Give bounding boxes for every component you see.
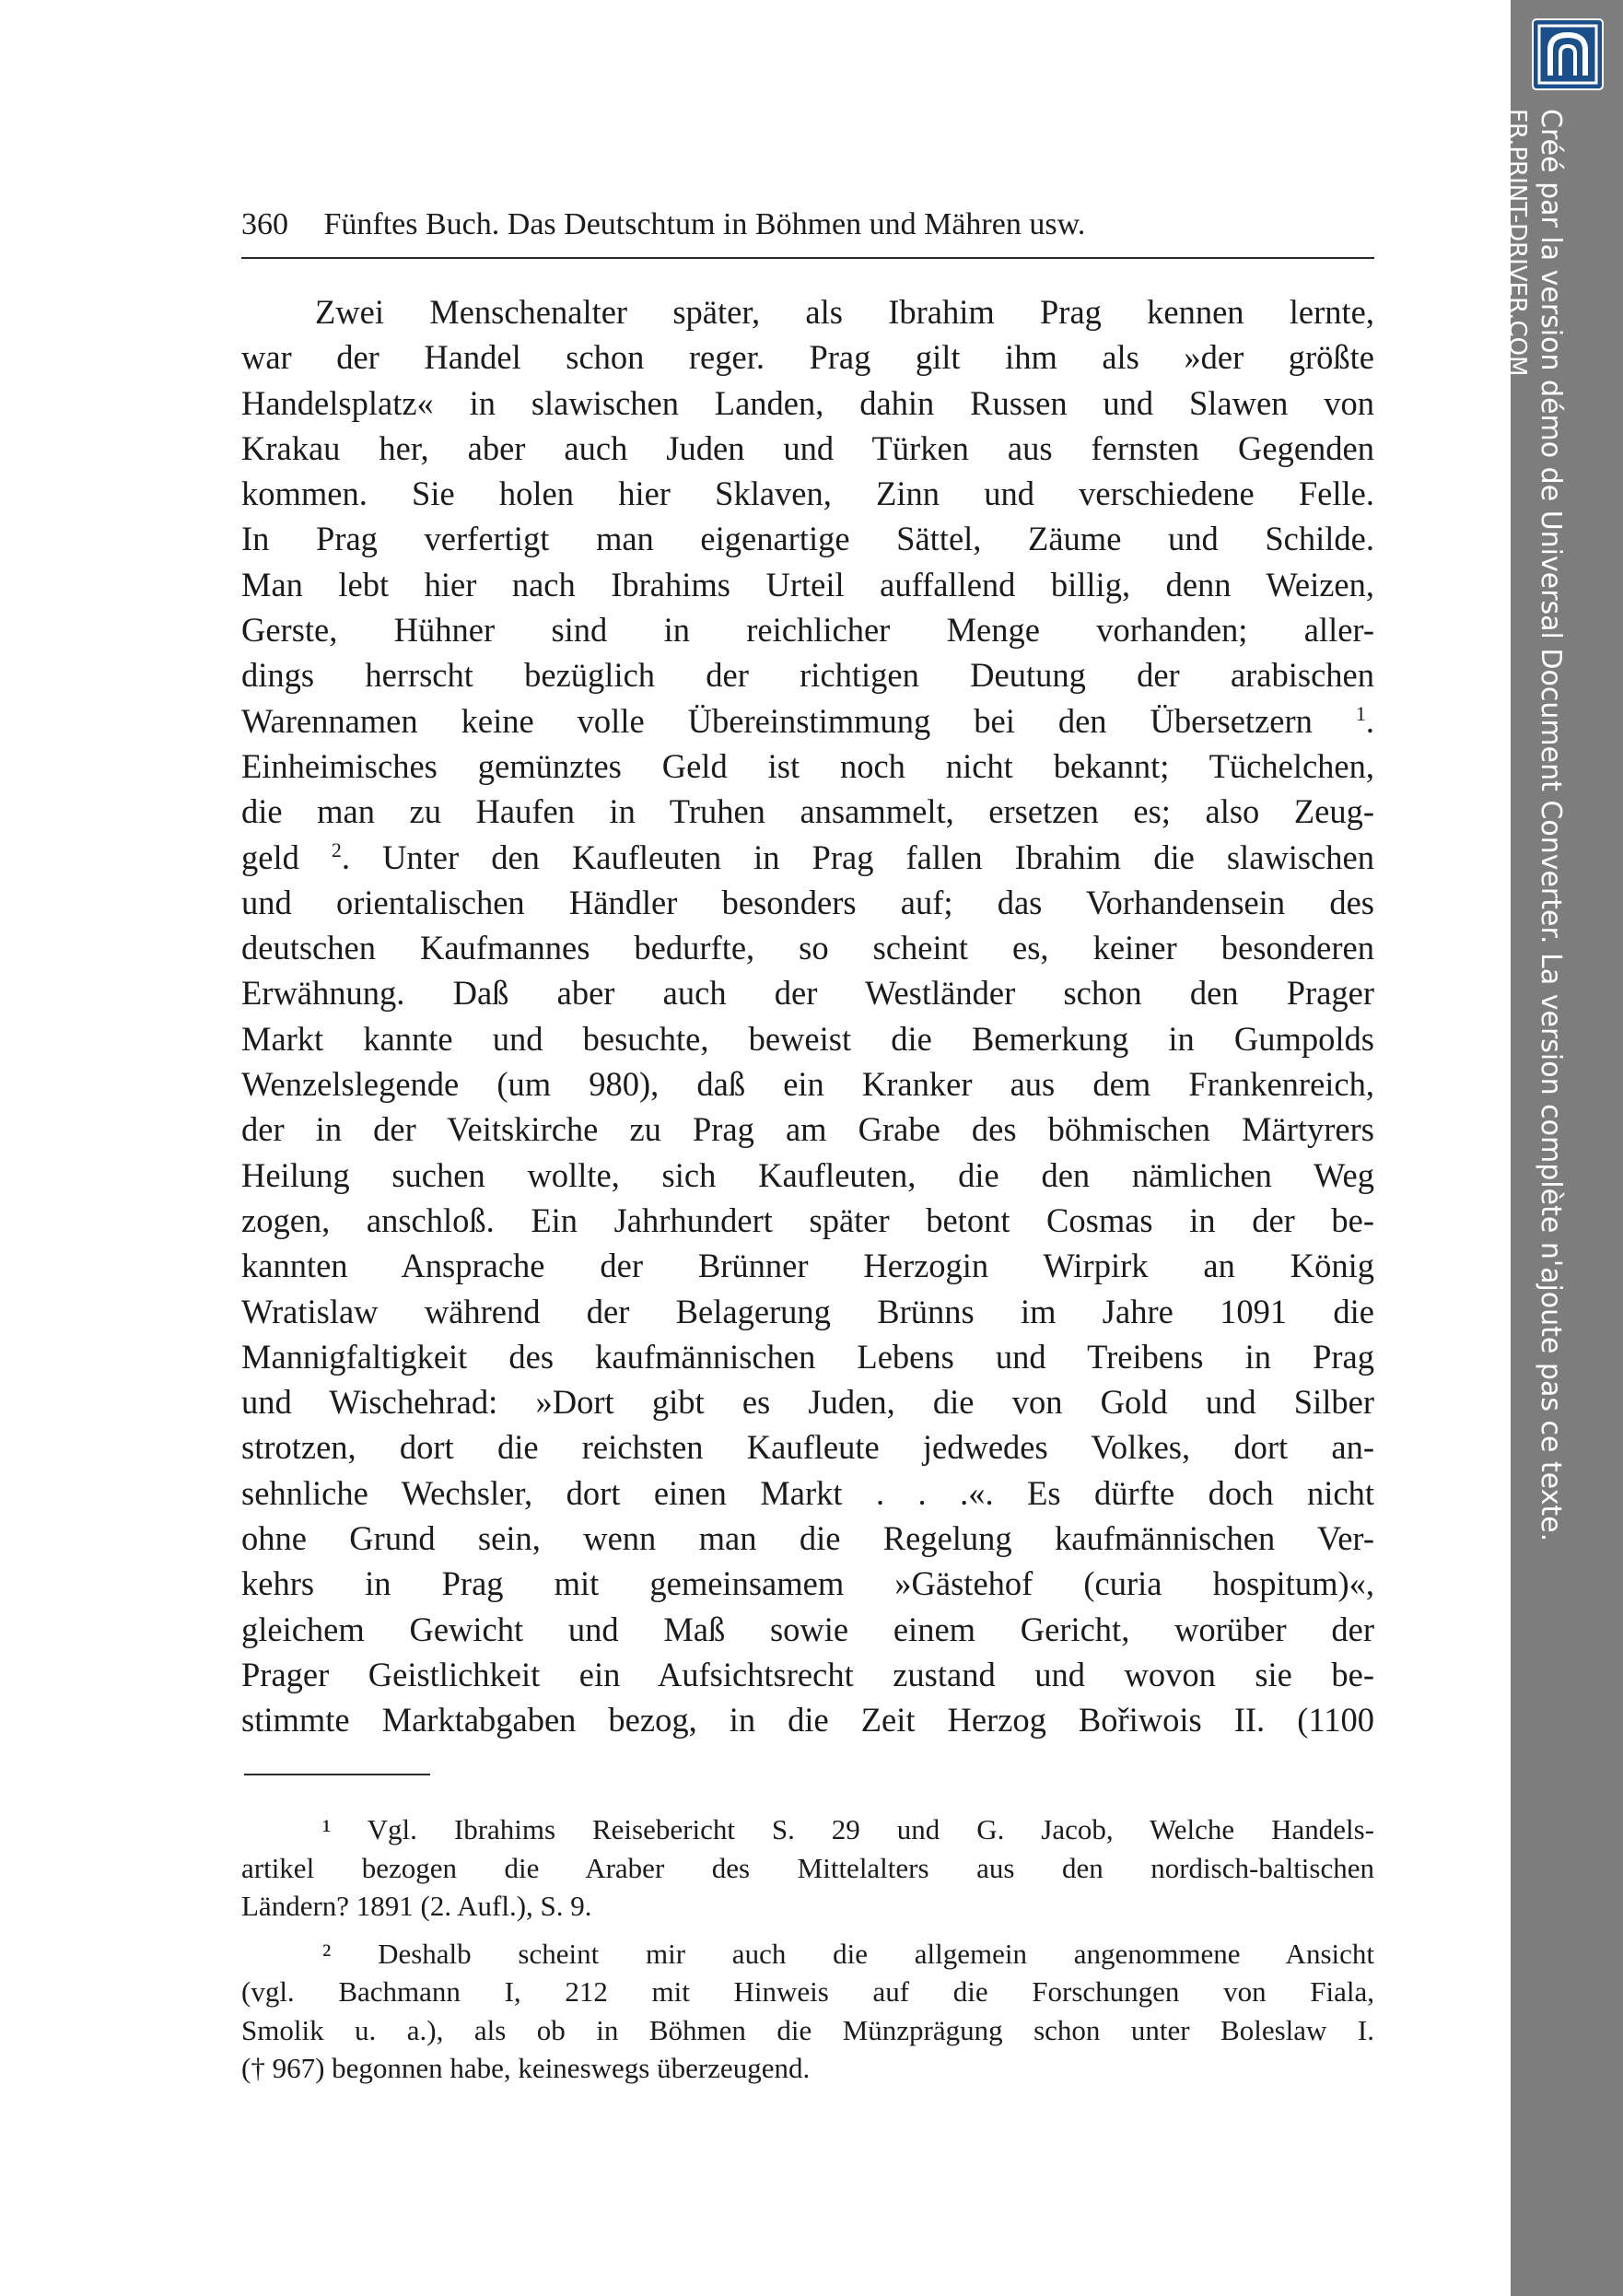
- body-line: der in der Veitskirche zu Prag am Grabe des böhmischen Märtyrers: [241, 1110, 1374, 1149]
- body-line: deutschen Kaufmannes bedurfte, so scheint es, keiner besonderen: [241, 929, 1374, 967]
- header-rule: [241, 257, 1374, 259]
- body-line: Handelsplatz« in slawischen Landen, dahin Russen und Slawen von: [241, 383, 1374, 422]
- watermark-rotated: [1502, 109, 1567, 1541]
- body-line-tail: . Unter den Kaufleuten in Prag fallen Ibrahim die slawischen: [341, 838, 1375, 876]
- body-line: war der Handel schon reger. Prag gilt ihm als »der größte: [241, 338, 1374, 377]
- footnote-line: Ländern? 1891 (2. Aufl.), S. 9.: [241, 1890, 592, 1922]
- body-line-with-footnote-1: [241, 698, 1374, 744]
- body-line: kannten Ansprache der Brünner Herzogin Wirpirk an König: [241, 1247, 1374, 1285]
- body-text: [241, 289, 1374, 1743]
- body-line-with-footnote-2: [241, 835, 1374, 880]
- body-line-text: geld: [241, 838, 299, 876]
- body-line: Markt kannte und besuchte, beweist die Bemerkung in Gumpolds: [241, 1019, 1374, 1058]
- footnote-1: [241, 1810, 1374, 1926]
- udc-logo-icon: [1532, 18, 1604, 90]
- footnote-marker-1[interactable]: 1: [1355, 701, 1366, 725]
- body-line: sehnliche Wechsler, dort einen Markt . . .«. Es dürfte doch nicht: [241, 1473, 1374, 1512]
- footnote-line: artikel bezogen die Araber des Mittelalters aus den nordisch-baltischen: [241, 1851, 1374, 1884]
- body-line: Erwähnung. Daß aber auch der Westländer schon den Prager: [241, 974, 1374, 1013]
- body-line: kommen. Sie holen hier Sklaven, Zinn und verschiedene Felle.: [241, 474, 1374, 513]
- body-line: strotzen, dort die reichsten Kaufleute jedwedes Volkes, dort an-: [241, 1428, 1374, 1467]
- page-number: 360: [241, 207, 288, 241]
- body-line: Einheimisches gemünztes Geld ist noch nicht bekannt; Tüchelchen,: [241, 746, 1374, 785]
- body-line: Gerste, Hühner sind in reichlicher Menge vorhanden; aller-: [241, 611, 1374, 650]
- watermark-line-1: Créé par la version démo de Universal Document Converter. La version complète n'ajoute pas ce texte.: [1535, 109, 1567, 1542]
- running-header: [241, 206, 1374, 243]
- body-line: Prager Geistlichkeit ein Aufsichtsrecht zustand und wovon sie be-: [241, 1655, 1374, 1693]
- body-line: zogen, anschloß. Ein Jahrhundert später betont Cosmas in der be-: [241, 1201, 1374, 1239]
- body-line: Heilung suchen wollte, sich Kaufleuten, die den nämlichen Weg: [241, 1155, 1374, 1194]
- body-line: Wratislaw während der Belagerung Brünns im Jahre 1091 die: [241, 1292, 1374, 1330]
- body-line-text: Warennamen keine volle Übereinstimmung bei den Übersetzern: [241, 701, 1313, 740]
- body-line: Man lebt hier nach Ibrahims Urteil auffallend billig, denn Weizen,: [241, 565, 1374, 603]
- footnote-line: Smolik u. a.), als ob in Böhmen die Münzprägung schon unter Boleslaw I.: [241, 2013, 1374, 2046]
- body-line: stimmte Marktabgaben bezog, in die Zeit Herzog Bořiwois II. (1100: [241, 1701, 1374, 1740]
- body-line: kehrs in Prag mit gemeinsamem »Gästehof (curia hospitum)«,: [241, 1564, 1374, 1603]
- body-line: und Wischehrad: »Dort gibt es Juden, die von Gold und Silber: [241, 1383, 1374, 1422]
- footnote-line: (vgl. Bachmann I, 212 mit Hinweis auf die Forschungen von Fiala,: [241, 1975, 1374, 2008]
- body-line: die man zu Haufen in Truhen ansammelt, ersetzen es; also Zeug-: [241, 792, 1374, 831]
- body-line: ohne Grund sein, wenn man die Regelung kaufmännischen Ver-: [241, 1519, 1374, 1558]
- footnote-2: [241, 1935, 1374, 2088]
- footnote-rule: [244, 1774, 430, 1775]
- footnote-line: ² Deshalb scheint mir auch die allgemein angenommene Ansicht: [322, 1937, 1374, 1970]
- body-line: und orientalischen Händler besonders auf; das Vorhandensein des: [241, 883, 1374, 921]
- footnotes: [241, 1810, 1374, 2097]
- footnote-marker-2[interactable]: 2: [331, 838, 342, 861]
- footnote-line: († 967) begonnen habe, keineswegs überzeugend.: [241, 2052, 811, 2084]
- body-line: dings herrscht bezüglich der richtigen Deutung der arabischen: [241, 656, 1374, 695]
- body-line-tail: .: [1365, 701, 1374, 740]
- footnote-line: ¹ Vgl. Ibrahims Reisebericht S. 29 und G. Jacob, Welche Handels-: [322, 1813, 1374, 1845]
- body-line: In Prag verfertigt man eigenartige Sättel, Zäume und Schilde.: [241, 520, 1374, 558]
- watermark-line-2: FR.PRINT-DRIVER.COM: [1503, 109, 1531, 377]
- body-line: Krakau her, aber auch Juden und Türken aus fernsten Gegenden: [241, 428, 1374, 467]
- running-title: Fünftes Buch. Das Deutschtum in Böhmen und Mähren usw.: [323, 207, 1086, 241]
- body-line: Wenzelslegende (um 980), daß ein Kranker aus dem Frankenreich,: [241, 1065, 1374, 1104]
- body-line: gleichem Gewicht und Maß sowie einem Gericht, worüber der: [241, 1610, 1374, 1648]
- body-line: Mannigfaltigkeit des kaufmännischen Lebens und Treibens in Prag: [241, 1337, 1374, 1376]
- body-line: Zwei Menschenalter später, als Ibrahim Prag kennen lernte,: [315, 293, 1374, 331]
